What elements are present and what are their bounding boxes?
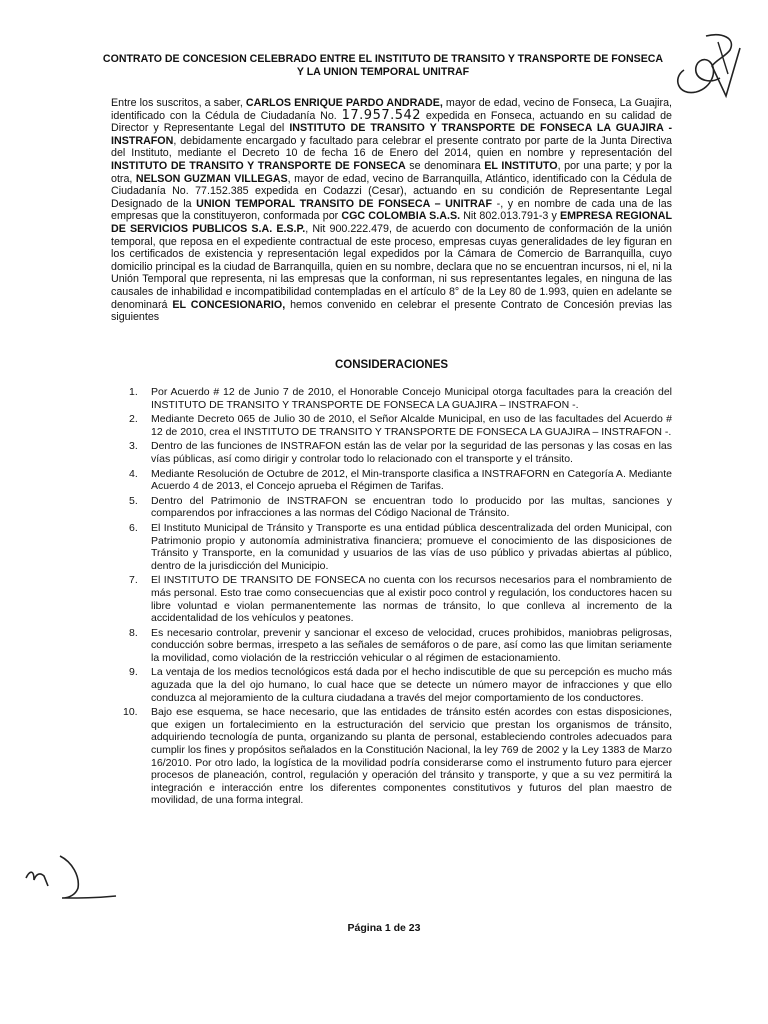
list-item: 7. El INSTITUTO DE TRANSITO DE FONSECA no cuenta con los recursos necesarios para el nombramiento de más personal. Esto trae como consecuencias que al existir poco control y regulación, los conductores hacen su libre voluntad e violan permanentemente las normas de tránsito, lo que conlleva al incremento de la accidentalidad de los vehículos y peatones. [129,574,672,625]
page-number: Página 1 de 23 [347,922,421,934]
section-heading: CONSIDERACIONES [334,359,449,371]
list-item: 1. Por Acuerdo # 12 de Junio 7 de 2010, el Honorable Concejo Municipal otorga facultades para la creación del INSTITUTO DE TRANSITO Y TRANSPORTE DE FONSECA LA GUAJIRA – INSTRAFON -. [129,386,672,411]
list-item: 5. Dentro del Patrimonio de INSTRAFON se encuentran todo lo producido por las multas, sanciones y comparendos por infracciones a las normas del Código Nacional de Tránsito. [129,494,672,520]
list-item: 6. El Instituto Municipal de Tránsito y Transporte es una entidad pública descentralizada del orden Municipal, con Patrimonio propio y autonomía administrativa financiera; promueve el conocimiento de las disposiciones de Tránsito y Transporte, en la comunidad y usuarios de las vías de uso público y privadas abiertas al público, dentro de la jurisdicción del Municipio. [129,521,672,572]
handwritten-cedula: 17.957.542 [341,107,422,123]
list-item: 4. Mediante Resolución de Octubre de 2012, el Min-transporte clasifica a INSTRAFORN en Categoría A. Mediante Acuerdo 4 de 2013, el Concejo aprueba el Régimen de Tarifas. [129,467,672,493]
intro-paragraph: Entre los suscritos, a saber, CARLOS ENRIQUE PARDO ANDRADE, mayor de edad, vecino de Fonseca, La Guajira, identificado con la Cédula de Ciudadanía No. 17.957.542 expedida en Fonseca, actuando en su calidad de Director y Representante Legal del INSTITUTO DE TRANSITO Y TRANSPORTE DE FONSECA LA GUAJIRA - INSTRAFON, debidamente encargado y facultado para celebrar el presente contrato por parte de la Junta Directiva del Instituto, mediante el Decreto 10 de fecha 16 de Enero del 2014, quien en nombre y representación del INSTITUTO DE TRANSITO Y TRANSPORTE DE FONSECA se denominara EL INSTITUTO, por una parte; y por la otra, NELSON GUZMAN VILLEGAS, mayor de edad, vecino de Barranquilla, Atlántico, identificado con la Cédula de Ciudadanía No. 77.152.385 expedida en Codazzi (Cesar), actuando en su condición de Representante Legal Designado de la UNION TEMPORAL TRANSITO DE FONSECA – UNITRAF -, y en nombre de cada una de las empresas que la constituyeron, conformada por CGC COLOMBIA S.A.S. Nit 802.013.791-3 y EMPRESA REGIONAL DE SERVICIOS PUBLICOS S.A. E.S.P., Nit 900.222.479, de acuerdo con documento de conformación de la unión temporal, que reposa en el expediente contractual de este proceso, empresas cuyas generalidades de ley figuran en los certificados de existencia y representación legal expedidos por la Cámara de Comercio de Barranquilla, cuyo domicilio principal es la ciudad de Barranquilla, quien en su nombre, declara que no se encuentran incursos, ni el, ni la Unión Temporal que representa, ni las empresas que la conforman, ni sus representantes legales, en ninguna de las causales de inhabilidad e incompatibilidad contempladas en el artículo 8° de la Ley 80 de 1.993, quien en adelante se denominará EL CONCESIONARIO, hemos convenido en celebrar el presente Contrato de Concesión previas las siguientes [111,97,673,324]
list-item: 10. Bajo ese esquema, se hace necesario, que las entidades de tránsito estén acordes con estas disposiciones, que exigen un fortalecimiento en la estructuración del servicio que prestan los organismos de tránsito, adquiriendo tecnología de punta, organizando su planta de personal, estableciendo controles adecuados para cumplir los fines y propósitos señalados en la Constitución Nacional, la ley 769 de 2002 y la Ley 1383 de Marzo 16/2010. Por otro lado, la logística de la movilidad podría considerarse como el instrumento futuro para ejercer procesos de planeación, control, regulación y operación del tránsito y transporte, y que a su vez permitirá la integración e interacción entre los diferentes componentes constitutivos y futuros del plan maestro de movilidad, de una forma integral. [123,706,672,807]
contract-title: CONTRATO DE CONCESION CELEBRADO ENTRE EL INSTITUTO DE TRANSITO Y TRANSPORTE DE FONSECA Y LA UNION TEMPORAL UNITRAF [102,53,664,78]
list-item: 3. Dentro de las funciones de INSTRAFON están las de velar por la seguridad de las personas y las cosas en las vías públicas, así como dirigir y controlar todo lo relacionado con el transporte y el tránsito. [129,440,672,465]
list-item: 9. La ventaja de los medios tecnológicos está dada por el hecho indiscutible de que su percepción es mucho más aguzada que la del ojo humano, lo cual hace que se detecte un número mayor de infracciones y que ello conduzca al mejoramiento de la cultura ciudadana a través del mejor comportamiento de los conductores. [129,666,672,704]
considerations-list [111,386,672,809]
signature-initials-top [666,26,746,106]
list-item: 8. Es necesario controlar, prevenir y sancionar el exceso de velocidad, cruces prohibidos, maniobras peligrosas, conducción sobre bermas, irrespeto a las señales de semáforos o de pare, así como las que limitan seriamente la movilidad, como violación de la restricción vehicular o al régimen de estacionamiento. [129,626,672,664]
list-item: 2. Mediante Decreto 065 de Julio 30 de 2010, el Señor Alcalde Municipal, en uso de las facultades del Acuerdo # 12 de 2010, crea el INSTITUTO DE TRANSITO Y TRANSPORTE DE FONSECA LA GUAJIRA – INSTRAFON -. [129,413,672,438]
signature-initials-margin [20,852,120,902]
